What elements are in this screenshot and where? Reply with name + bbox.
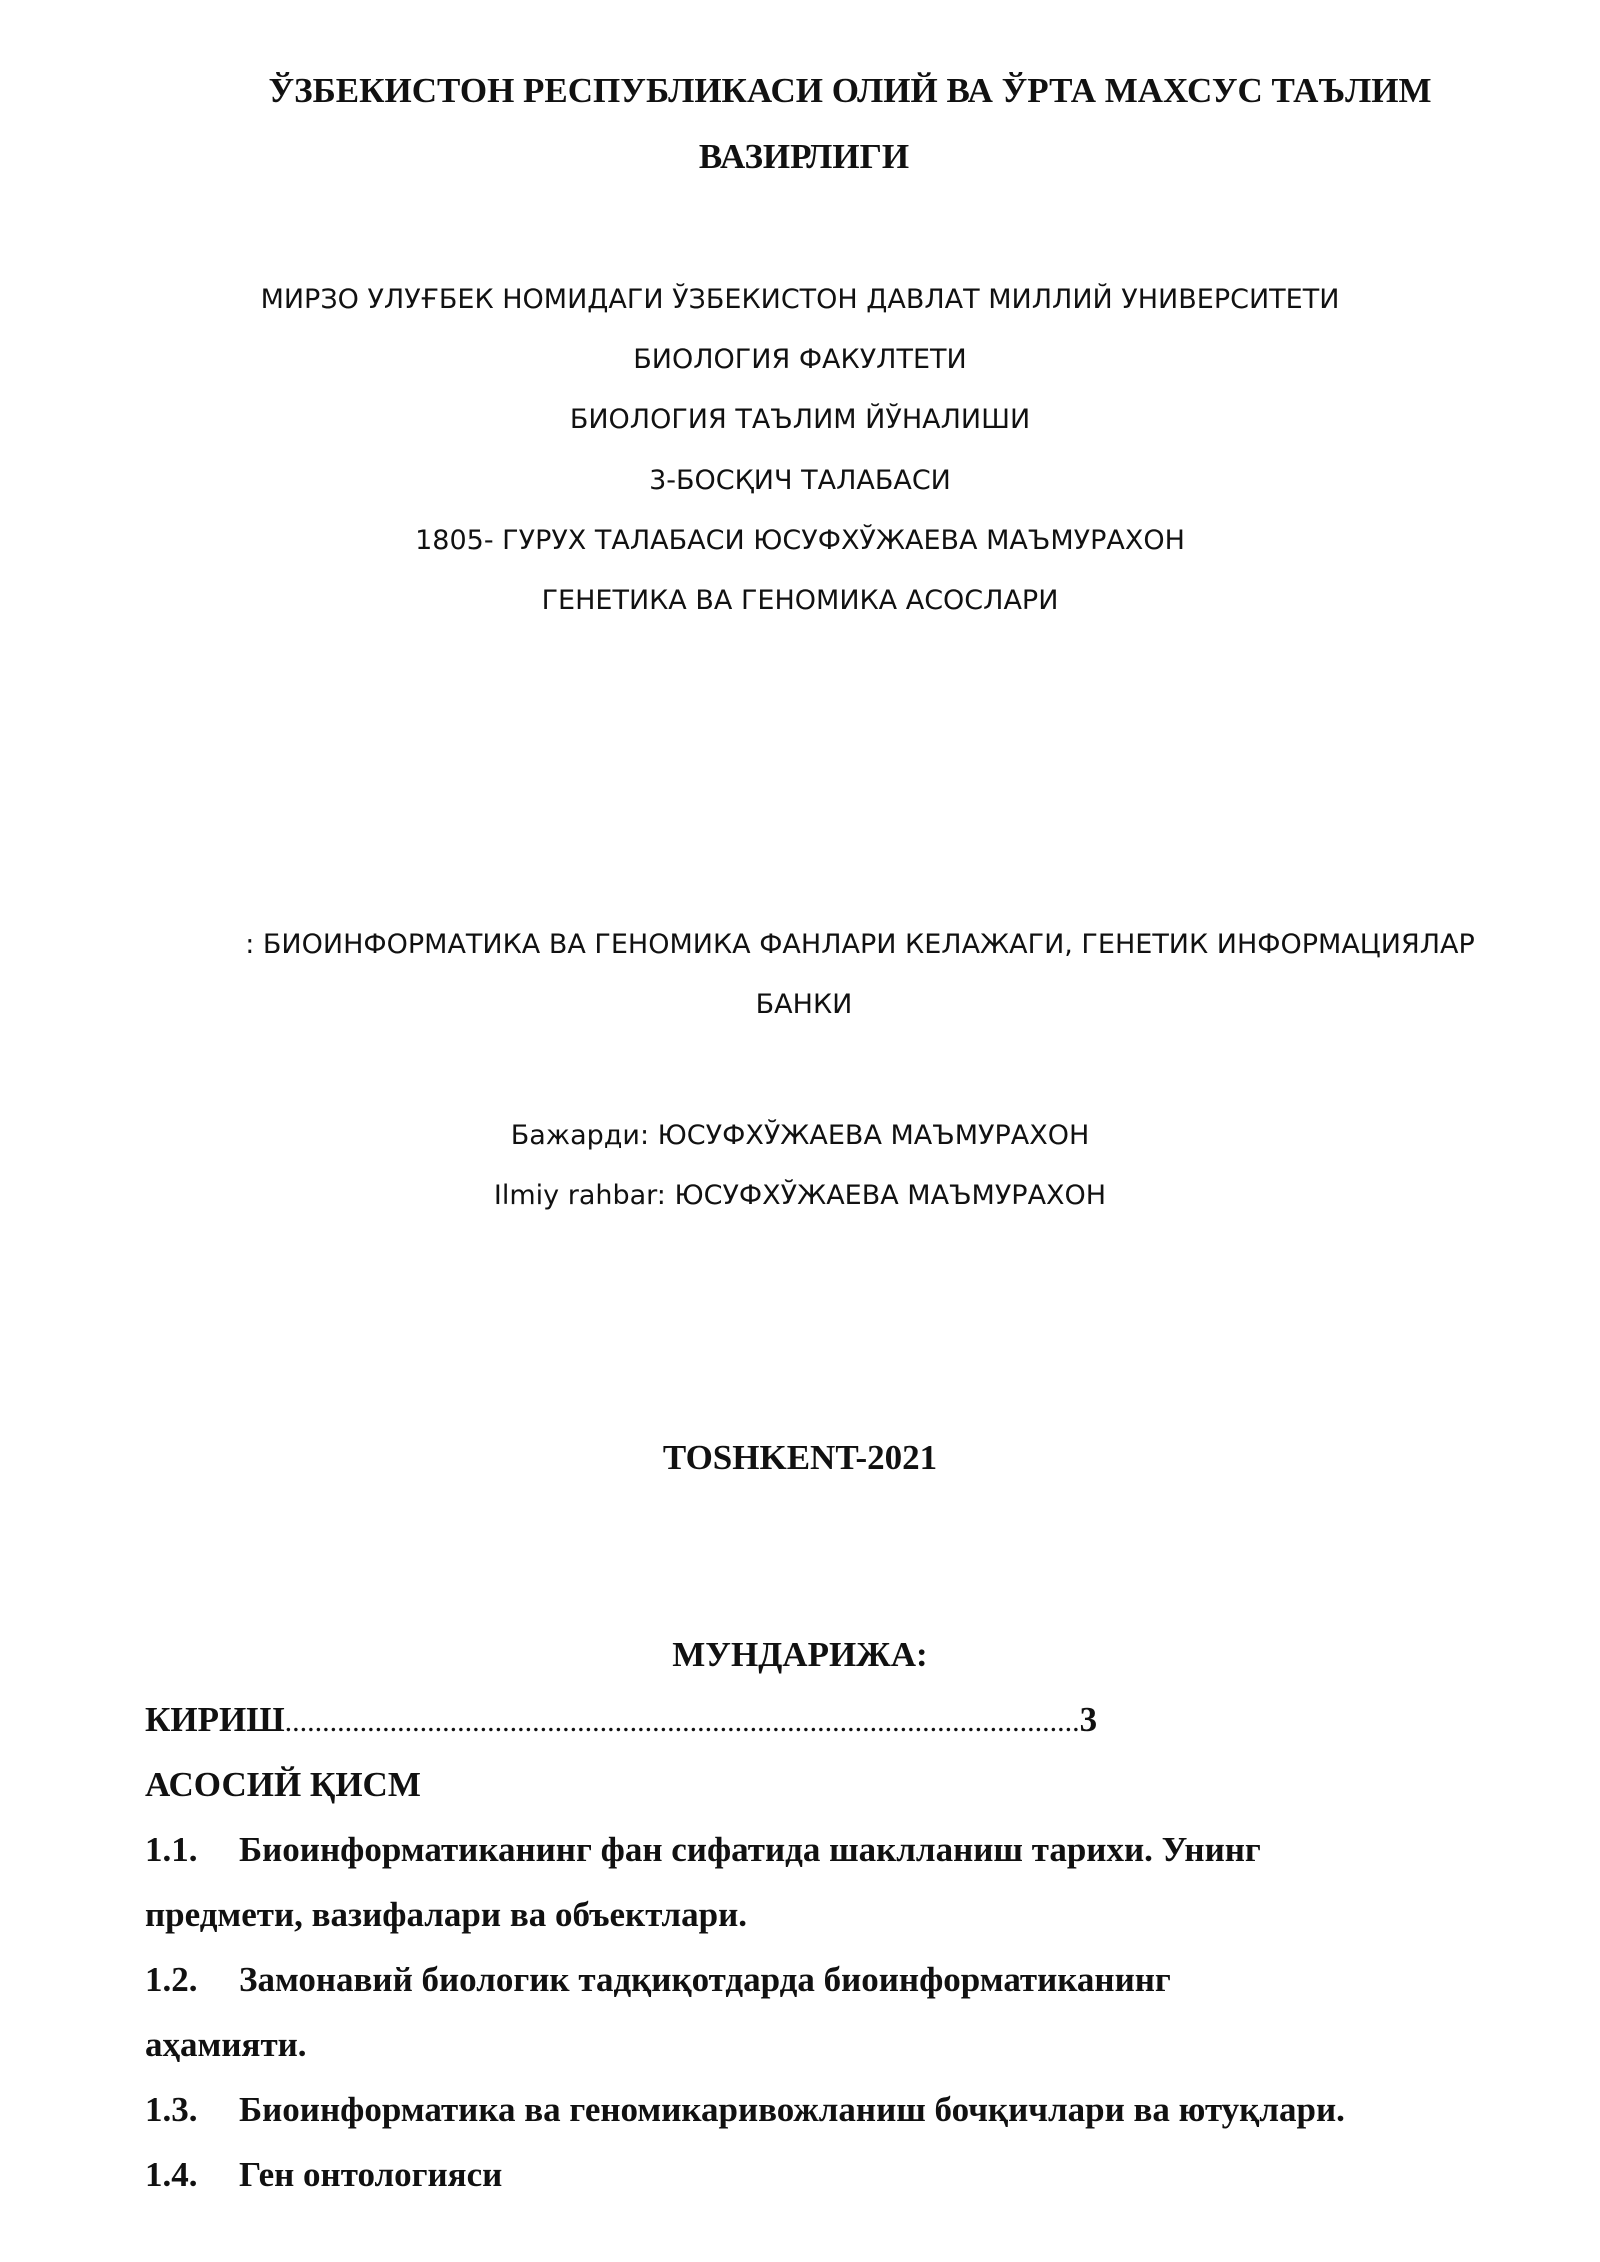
ministry-header xyxy=(0,58,1600,190)
toc-item-title: Биоинформатика ва геномикаривожланиш бочқичлари ва ютуқлари. xyxy=(239,2090,1345,2129)
toc-intro-page: 3 xyxy=(1079,1700,1098,1739)
toc-item-title: Замонавий биологик тадқиқотдарда биоинформатиканинг xyxy=(239,1960,1171,1999)
toc-item-title: Ген онтологияси xyxy=(239,2155,503,2194)
topic-title xyxy=(0,915,1600,1035)
toc-item-number: 1.2. xyxy=(145,1960,198,1999)
course-line: 3-БОСҚИЧ ТАЛАБАСИ xyxy=(649,465,951,496)
direction-name: БИОЛОГИЯ ТАЪЛИМ ЙЎНАЛИШИ xyxy=(569,404,1031,435)
subject-line: ГЕНЕТИКА ВА ГЕНОМИКА АСОСЛАРИ xyxy=(541,585,1059,616)
toc-item-number: 1.4. xyxy=(145,2155,198,2194)
toc-intro-label: КИРИШ xyxy=(145,1700,285,1739)
supervisor: Ilmiy rahbar: ЮСУФХЎЖАЕВА МАЪМУРАХОН xyxy=(493,1180,1107,1211)
student-line: 1805- ГУРУХ ТАЛАБАСИ ЮСУФХЎЖАЕВА МАЪМУРАХОН xyxy=(415,525,1185,556)
toc-intro-leader: .......................................................................................................... xyxy=(284,1705,1080,1738)
toc-main-part: АСОСИЙ ҚИСМ xyxy=(145,1765,421,1804)
toc-item xyxy=(145,1830,1261,1870)
toc-item-number: 1.3. xyxy=(145,2090,198,2129)
university-name: МИРЗО УЛУҒБЕК НОМИДАГИ ЎЗБЕКИСТОН ДАВЛАТ МИЛЛИЙ УНИВЕРСИТЕТИ xyxy=(260,284,1340,315)
toc-item xyxy=(145,2155,502,2195)
toc-item-continuation: предмети, вазифалари ва объектлари. xyxy=(145,1895,748,1934)
toc-item-title: Биоинформатиканинг фан сифатида шаклланиш тарихи. Унинг xyxy=(239,1830,1261,1869)
city-year: TOSHKENT-2021 xyxy=(662,1438,938,1477)
faculty-name: БИОЛОГИЯ ФАКУЛТЕТИ xyxy=(633,344,967,375)
toc-item-number: 1.1. xyxy=(145,1830,198,1869)
toc-item xyxy=(145,1960,1171,2000)
performed-by: Бажарди: ЮСУФХЎЖАЕВА МАЪМУРАХОН xyxy=(510,1120,1090,1151)
ministry-line-2: ВАЗИРЛИГИ xyxy=(698,137,910,176)
ministry-line-1: ЎЗБЕКИСТОН РЕСПУБЛИКАСИ ОЛИЙ ВА ЎРТА МАХСУС ТАЪЛИМ xyxy=(268,71,1432,110)
toc-title: МУНДАРИЖА: xyxy=(672,1635,928,1674)
toc-item xyxy=(145,2090,1345,2130)
toc-intro xyxy=(145,1700,1097,1742)
topic-line-1: : БИОИНФОРМАТИКА ВА ГЕНОМИКА ФАНЛАРИ КЕЛАЖАГИ, ГЕНЕТИК ИНФОРМАЦИЯЛАР xyxy=(245,929,1475,960)
toc-item-continuation: аҳамияти. xyxy=(145,2025,307,2064)
topic-line-2: БАНКИ xyxy=(755,989,853,1020)
